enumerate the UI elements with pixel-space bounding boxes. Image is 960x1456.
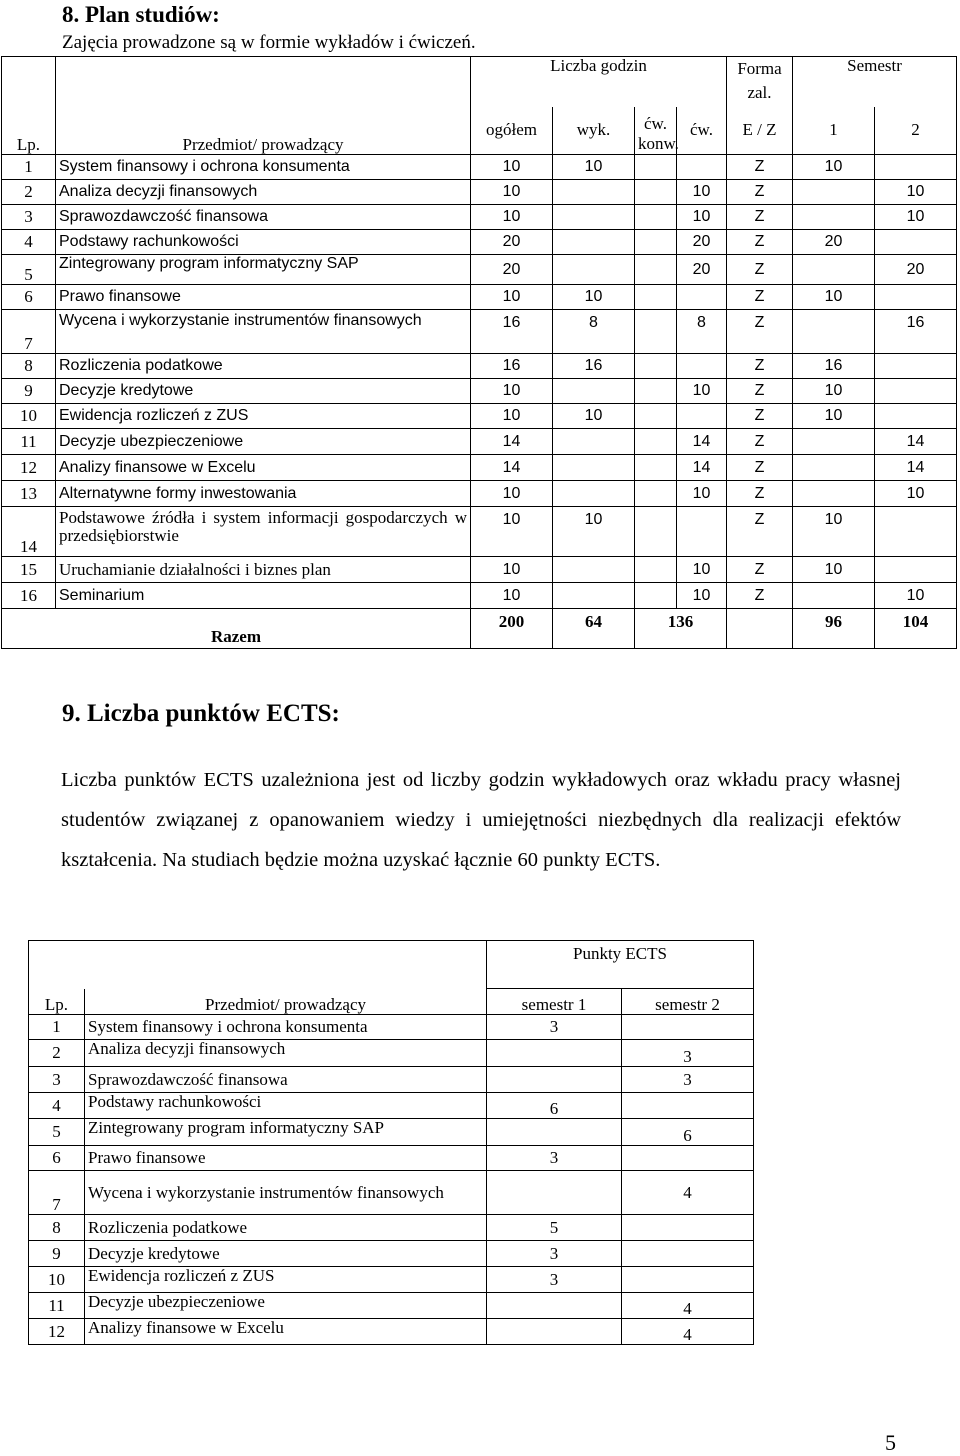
row-sem1 bbox=[793, 429, 875, 455]
row-sem2: 14 bbox=[875, 455, 957, 481]
row-subject: Decyzje kredytowe bbox=[85, 1241, 487, 1267]
row-total: 10 bbox=[471, 557, 553, 583]
row-exercises bbox=[677, 404, 727, 429]
row-subject: Wycena i wykorzystanie instrumentów finansowych bbox=[85, 1171, 487, 1215]
row-lp: 9 bbox=[2, 379, 56, 404]
row-form: Z bbox=[727, 379, 793, 404]
row-conv-exercises bbox=[635, 255, 677, 285]
row-exercises bbox=[677, 507, 727, 557]
row-subject: Rozliczenia podatkowe bbox=[85, 1215, 487, 1241]
table-row bbox=[2, 205, 957, 230]
row-exercises bbox=[677, 155, 727, 180]
row-lp: 6 bbox=[29, 1146, 85, 1171]
row-total: 20 bbox=[471, 255, 553, 285]
row-sem2 bbox=[875, 155, 957, 180]
row-total: 10 bbox=[471, 583, 553, 609]
header-form-line1: Forma bbox=[737, 59, 782, 78]
row-lectures bbox=[553, 455, 635, 481]
row-subject: Prawo finansowe bbox=[85, 1146, 487, 1171]
row-form: Z bbox=[727, 255, 793, 285]
row-sem2: 10 bbox=[875, 180, 957, 205]
table-row bbox=[2, 583, 957, 609]
row-sem2: 20 bbox=[875, 255, 957, 285]
row-total: 10 bbox=[471, 379, 553, 404]
row-lp: 6 bbox=[2, 285, 56, 310]
ects-header-subject: Przedmiot/ prowadzący bbox=[85, 989, 487, 1015]
row-sem2 bbox=[622, 1146, 754, 1171]
table-row bbox=[2, 481, 957, 507]
row-exercises: 10 bbox=[677, 583, 727, 609]
row-lp: 9 bbox=[29, 1241, 85, 1267]
row-conv-exercises bbox=[635, 481, 677, 507]
row-sem1 bbox=[793, 255, 875, 285]
section-8-title: 8. Plan studiów: bbox=[62, 2, 220, 27]
row-total: 10 bbox=[471, 205, 553, 230]
row-lectures bbox=[553, 379, 635, 404]
row-subject: Analiza decyzji finansowych bbox=[85, 1040, 487, 1067]
row-sem1 bbox=[487, 1067, 622, 1093]
header-conv-exercises bbox=[635, 107, 677, 155]
row-lectures bbox=[553, 205, 635, 230]
row-sem2: 10 bbox=[875, 583, 957, 609]
row-subject: Zintegrowany program informatyczny SAP bbox=[85, 1119, 487, 1146]
total-label: Razem bbox=[2, 609, 471, 649]
row-conv-exercises bbox=[635, 205, 677, 230]
row-sem2: 4 bbox=[622, 1171, 754, 1215]
row-form: Z bbox=[727, 230, 793, 255]
ects-description-paragraph: Liczba punktów ECTS uzależniona jest od liczby godzin wykładowych oraz wkładu pracy własnej studentów związanej z opanowaniem wiedzy i umiejętności niezbędnych dla realizacji efektów kształcenia. Na studiach będzie można uzyskać łącznie 60 punkty ECTS. bbox=[61, 769, 901, 871]
header-form-ez: E / Z bbox=[727, 107, 793, 155]
row-conv-exercises bbox=[635, 310, 677, 354]
row-sem1: 10 bbox=[793, 507, 875, 557]
total-lectures: 64 bbox=[553, 609, 635, 649]
row-subject: Uruchamianie działalności i biznes plan bbox=[56, 557, 471, 583]
row-sem2 bbox=[622, 1015, 754, 1040]
header-form bbox=[727, 57, 793, 107]
row-conv-exercises bbox=[635, 379, 677, 404]
row-exercises: 20 bbox=[677, 230, 727, 255]
row-form: Z bbox=[727, 583, 793, 609]
row-subject: Wycena i wykorzystanie instrumentów finansowych bbox=[56, 310, 471, 354]
header-subject: Przedmiot/ prowadzący bbox=[56, 57, 471, 155]
header-exercises: ćw. bbox=[677, 107, 727, 155]
section-9-title: 9. Liczba punktów ECTS: bbox=[62, 700, 340, 727]
row-sem1 bbox=[487, 1319, 622, 1345]
row-total: 10 bbox=[471, 180, 553, 205]
row-subject: Prawo finansowe bbox=[56, 285, 471, 310]
header-sem2: 2 bbox=[875, 107, 957, 155]
header-total: ogółem bbox=[471, 107, 553, 155]
table-row bbox=[29, 1267, 754, 1293]
row-conv-exercises bbox=[635, 507, 677, 557]
row-lectures: 10 bbox=[553, 507, 635, 557]
row-lp: 3 bbox=[2, 205, 56, 230]
row-form: Z bbox=[727, 455, 793, 481]
row-sem2: 4 bbox=[622, 1319, 754, 1345]
row-sem2 bbox=[875, 354, 957, 379]
row-sem2: 4 bbox=[622, 1293, 754, 1319]
ects-header-lp: Lp. bbox=[29, 989, 85, 1015]
row-sem1 bbox=[487, 1119, 622, 1146]
row-lp: 8 bbox=[29, 1215, 85, 1241]
row-exercises: 14 bbox=[677, 429, 727, 455]
table-row bbox=[2, 180, 957, 205]
row-lectures bbox=[553, 255, 635, 285]
header-semester-group: Semestr bbox=[793, 57, 957, 107]
row-sem1: 10 bbox=[793, 285, 875, 310]
table-row bbox=[2, 354, 957, 379]
row-subject: Rozliczenia podatkowe bbox=[56, 354, 471, 379]
row-subject: Sprawozdawczość finansowa bbox=[56, 205, 471, 230]
total-sem2: 104 bbox=[875, 609, 957, 649]
ects-header-sem1: semestr 1 bbox=[487, 989, 622, 1015]
row-lp: 12 bbox=[2, 455, 56, 481]
row-sem2 bbox=[875, 507, 957, 557]
row-sem2 bbox=[622, 1241, 754, 1267]
row-subject: Decyzje ubezpieczeniowe bbox=[85, 1293, 487, 1319]
row-lectures bbox=[553, 230, 635, 255]
row-sem2: 3 bbox=[622, 1040, 754, 1067]
row-lectures: 10 bbox=[553, 285, 635, 310]
section-8-subtitle: Zajęcia prowadzone są w formie wykładów i ćwiczeń. bbox=[62, 32, 476, 53]
row-subject: System finansowy i ochrona konsumenta bbox=[56, 155, 471, 180]
row-conv-exercises bbox=[635, 230, 677, 255]
row-form: Z bbox=[727, 481, 793, 507]
row-subject: Analizy finansowe w Excelu bbox=[85, 1319, 487, 1345]
row-lp: 12 bbox=[29, 1319, 85, 1345]
row-lectures: 10 bbox=[553, 404, 635, 429]
row-sem1: 10 bbox=[793, 379, 875, 404]
row-subject: Seminarium bbox=[56, 583, 471, 609]
row-lp: 11 bbox=[2, 429, 56, 455]
row-lp: 4 bbox=[2, 230, 56, 255]
row-exercises: 10 bbox=[677, 481, 727, 507]
row-lp: 13 bbox=[2, 481, 56, 507]
row-lp: 1 bbox=[2, 155, 56, 180]
ects-header-group: Punkty ECTS bbox=[487, 941, 754, 989]
row-lp: 10 bbox=[2, 404, 56, 429]
row-exercises: 10 bbox=[677, 205, 727, 230]
row-total: 14 bbox=[471, 429, 553, 455]
row-sem2: 14 bbox=[875, 429, 957, 455]
table-row bbox=[29, 1067, 754, 1093]
row-sem1: 5 bbox=[487, 1215, 622, 1241]
table-row bbox=[2, 230, 957, 255]
row-total: 10 bbox=[471, 481, 553, 507]
row-form: Z bbox=[727, 557, 793, 583]
row-subject: Analizy finansowe w Excelu bbox=[56, 455, 471, 481]
row-subject: Ewidencja rozliczeń z ZUS bbox=[56, 404, 471, 429]
table-row bbox=[29, 1015, 754, 1040]
row-sem1 bbox=[487, 1040, 622, 1067]
row-subject: Decyzje ubezpieczeniowe bbox=[56, 429, 471, 455]
table-row bbox=[2, 285, 957, 310]
row-lectures bbox=[553, 180, 635, 205]
row-sem1 bbox=[793, 583, 875, 609]
row-sem2 bbox=[622, 1093, 754, 1119]
row-sem2 bbox=[875, 404, 957, 429]
row-lp: 4 bbox=[29, 1093, 85, 1119]
table-row bbox=[29, 1119, 754, 1146]
row-lp: 11 bbox=[29, 1293, 85, 1319]
table-row bbox=[2, 429, 957, 455]
row-subject: Podstawy rachunkowości bbox=[85, 1093, 487, 1119]
header-conv-ex-line2: konw. bbox=[638, 134, 679, 153]
row-sem1: 3 bbox=[487, 1241, 622, 1267]
row-lectures: 10 bbox=[553, 155, 635, 180]
row-sem2: 10 bbox=[875, 481, 957, 507]
row-sem1: 3 bbox=[487, 1267, 622, 1293]
row-conv-exercises bbox=[635, 429, 677, 455]
row-sem1: 10 bbox=[793, 155, 875, 180]
table-row bbox=[29, 1293, 754, 1319]
row-conv-exercises bbox=[635, 455, 677, 481]
row-total: 10 bbox=[471, 404, 553, 429]
row-lp: 14 bbox=[2, 507, 56, 557]
header-sem1: 1 bbox=[793, 107, 875, 155]
row-lectures bbox=[553, 557, 635, 583]
row-exercises: 20 bbox=[677, 255, 727, 285]
row-total: 20 bbox=[471, 230, 553, 255]
row-exercises bbox=[677, 354, 727, 379]
row-form: Z bbox=[727, 205, 793, 230]
row-conv-exercises bbox=[635, 155, 677, 180]
row-sem1: 3 bbox=[487, 1146, 622, 1171]
row-subject: Zintegrowany program informatyczny SAP bbox=[56, 255, 471, 285]
row-lectures bbox=[553, 429, 635, 455]
row-total: 14 bbox=[471, 455, 553, 481]
row-sem2 bbox=[875, 379, 957, 404]
header-lectures: wyk. bbox=[553, 107, 635, 155]
header-conv-ex-line1: ćw. bbox=[644, 114, 667, 133]
row-lp: 10 bbox=[29, 1267, 85, 1293]
row-sem1 bbox=[793, 455, 875, 481]
table-row bbox=[2, 404, 957, 429]
table-row bbox=[29, 1093, 754, 1119]
row-lectures: 16 bbox=[553, 354, 635, 379]
row-form: Z bbox=[727, 429, 793, 455]
row-lectures bbox=[553, 481, 635, 507]
row-subject: Ewidencja rozliczeń z ZUS bbox=[85, 1267, 487, 1293]
table-row bbox=[2, 455, 957, 481]
table-row bbox=[29, 1241, 754, 1267]
row-lp: 15 bbox=[2, 557, 56, 583]
row-sem1: 20 bbox=[793, 230, 875, 255]
row-sem1 bbox=[487, 1171, 622, 1215]
row-sem2 bbox=[875, 285, 957, 310]
row-sem2: 3 bbox=[622, 1067, 754, 1093]
header-hours-group: Liczba godzin bbox=[471, 57, 727, 107]
row-total: 10 bbox=[471, 507, 553, 557]
row-sem2: 6 bbox=[622, 1119, 754, 1146]
ects-table bbox=[28, 940, 754, 1345]
row-lectures: 8 bbox=[553, 310, 635, 354]
table-row bbox=[2, 155, 957, 180]
row-lp: 5 bbox=[2, 255, 56, 285]
row-subject: Sprawozdawczość finansowa bbox=[85, 1067, 487, 1093]
row-total: 16 bbox=[471, 354, 553, 379]
row-conv-exercises bbox=[635, 354, 677, 379]
row-subject: System finansowy i ochrona konsumenta bbox=[85, 1015, 487, 1040]
row-sem1 bbox=[793, 310, 875, 354]
table-row bbox=[2, 507, 957, 557]
row-lp: 8 bbox=[2, 354, 56, 379]
row-sem1: 16 bbox=[793, 354, 875, 379]
total-hours: 200 bbox=[471, 609, 553, 649]
total-exercises: 136 bbox=[635, 609, 727, 649]
table-row bbox=[2, 557, 957, 583]
row-exercises: 10 bbox=[677, 557, 727, 583]
row-lp: 5 bbox=[29, 1119, 85, 1146]
row-sem1 bbox=[793, 205, 875, 230]
row-form: Z bbox=[727, 354, 793, 379]
row-lp: 2 bbox=[29, 1040, 85, 1067]
row-subject: Decyzje kredytowe bbox=[56, 379, 471, 404]
row-exercises: 8 bbox=[677, 310, 727, 354]
table-row bbox=[29, 1146, 754, 1171]
row-sem1: 3 bbox=[487, 1015, 622, 1040]
table-row bbox=[2, 379, 957, 404]
study-plan-table bbox=[1, 56, 957, 649]
row-sem1: 6 bbox=[487, 1093, 622, 1119]
row-exercises bbox=[677, 285, 727, 310]
row-exercises: 14 bbox=[677, 455, 727, 481]
row-exercises: 10 bbox=[677, 180, 727, 205]
row-lectures bbox=[553, 583, 635, 609]
row-lp: 1 bbox=[29, 1015, 85, 1040]
row-sem2: 16 bbox=[875, 310, 957, 354]
header-lp: Lp. bbox=[2, 57, 56, 155]
row-total: 10 bbox=[471, 285, 553, 310]
row-conv-exercises bbox=[635, 180, 677, 205]
page-number: 5 bbox=[885, 1430, 896, 1455]
row-form: Z bbox=[727, 180, 793, 205]
row-sem1 bbox=[793, 180, 875, 205]
table-row bbox=[2, 255, 957, 285]
row-conv-exercises bbox=[635, 583, 677, 609]
row-form: Z bbox=[727, 155, 793, 180]
row-lp: 16 bbox=[2, 583, 56, 609]
header-form-line2: zal. bbox=[747, 83, 772, 102]
row-conv-exercises bbox=[635, 404, 677, 429]
row-exercises: 10 bbox=[677, 379, 727, 404]
row-lp: 7 bbox=[29, 1171, 85, 1215]
row-form: Z bbox=[727, 507, 793, 557]
table-row bbox=[29, 1319, 754, 1345]
total-row bbox=[2, 609, 957, 649]
row-sem2 bbox=[622, 1215, 754, 1241]
total-sem1: 96 bbox=[793, 609, 875, 649]
table-row bbox=[29, 1171, 754, 1215]
row-sem2 bbox=[622, 1267, 754, 1293]
table-row bbox=[29, 1215, 754, 1241]
row-form: Z bbox=[727, 404, 793, 429]
row-sem2: 10 bbox=[875, 205, 957, 230]
row-lp: 2 bbox=[2, 180, 56, 205]
row-lp: 3 bbox=[29, 1067, 85, 1093]
row-conv-exercises bbox=[635, 285, 677, 310]
row-subject: Analiza decyzji finansowych bbox=[56, 180, 471, 205]
table-row bbox=[2, 310, 957, 354]
row-subject: Alternatywne formy inwestowania bbox=[56, 481, 471, 507]
row-subject: Podstawowe źródła i system informacji gospodarczych w przedsiębiorstwie bbox=[56, 507, 471, 557]
row-conv-exercises bbox=[635, 557, 677, 583]
row-sem1 bbox=[487, 1293, 622, 1319]
row-form: Z bbox=[727, 285, 793, 310]
row-sem1: 10 bbox=[793, 404, 875, 429]
row-sem2 bbox=[875, 230, 957, 255]
row-sem1 bbox=[793, 481, 875, 507]
row-total: 16 bbox=[471, 310, 553, 354]
ects-header-sem2: semestr 2 bbox=[622, 989, 754, 1015]
row-form: Z bbox=[727, 310, 793, 354]
table-row bbox=[29, 1040, 754, 1067]
row-lp: 7 bbox=[2, 310, 56, 354]
row-subject: Podstawy rachunkowości bbox=[56, 230, 471, 255]
row-sem1: 10 bbox=[793, 557, 875, 583]
row-total: 10 bbox=[471, 155, 553, 180]
row-sem2 bbox=[875, 557, 957, 583]
